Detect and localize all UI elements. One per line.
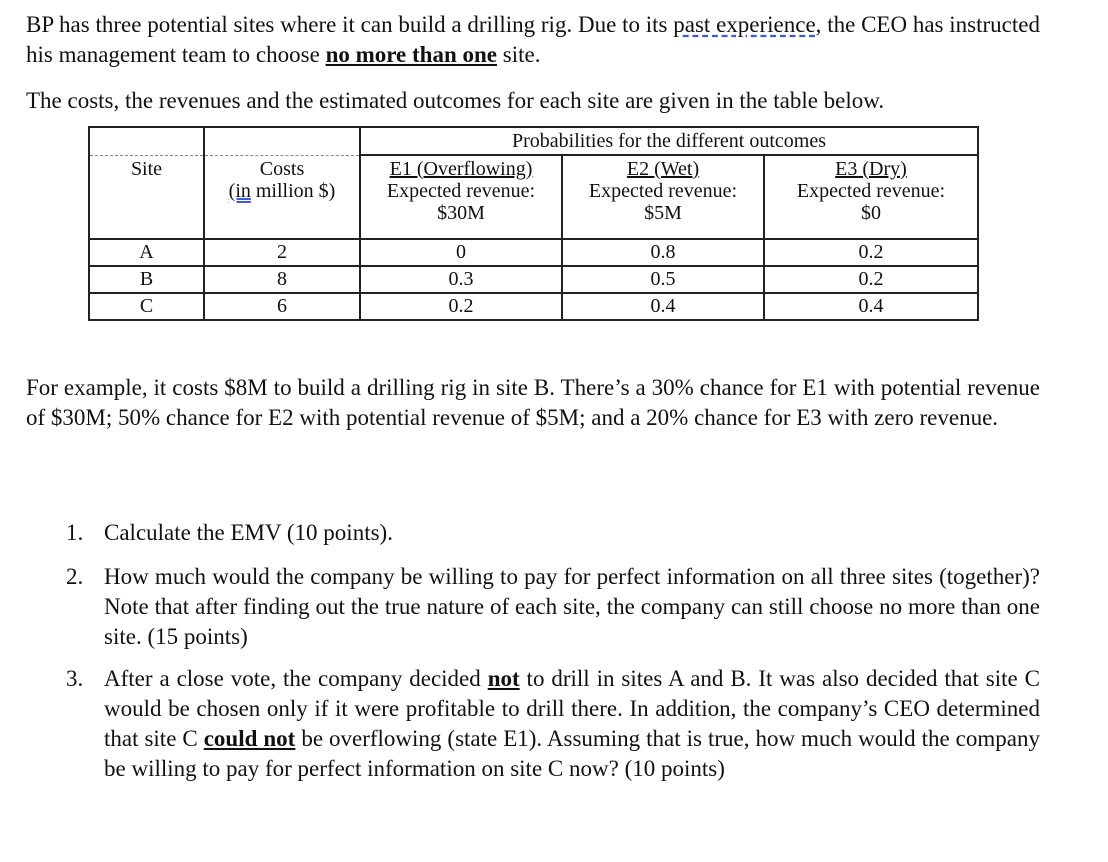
- question-number: 1.: [66, 520, 84, 545]
- table-row: [89, 266, 978, 293]
- costs-header-line1: Costs: [259, 157, 305, 180]
- e2-rev: $5M: [644, 202, 682, 224]
- question-text-a: After a close vote, the company decided: [104, 666, 488, 691]
- intro-paragraph: [26, 10, 1040, 70]
- intro-bold-text: no more than one: [325, 42, 498, 67]
- e1-name: E1 (Overflowing): [389, 158, 533, 180]
- costs-header: [204, 155, 360, 239]
- e1-header: [360, 155, 562, 239]
- costs-header-in: (in: [228, 179, 251, 202]
- question-number: 2.: [66, 564, 84, 589]
- questions-list: [66, 518, 1040, 784]
- lead-paragraph: The costs, the revenues and the estimated outcomes for each site are given in the table below.: [26, 88, 885, 113]
- sites-table: [88, 126, 979, 321]
- cost-cell: 8: [204, 266, 360, 293]
- blank-cell: [204, 127, 360, 155]
- question-bold-could-not: could not: [203, 726, 296, 751]
- question-text-e: be overflowing (state E1). Assuming that is true, how much would the company be willing to pay for perfect information on site C now? (10 points): [104, 726, 1040, 781]
- e3-name: E3 (Dry): [835, 158, 907, 180]
- e1-rev: $30M: [437, 202, 485, 224]
- group-header: Probabilities for the different outcomes: [360, 127, 978, 155]
- e1-rev-label: Expected revenue:: [386, 180, 536, 202]
- intro-text-2: , the CEO has instructed his management team to choose: [26, 12, 1040, 67]
- e2-header: [562, 155, 764, 239]
- cost-cell: 6: [204, 293, 360, 320]
- p1-cell: 0.3: [360, 266, 562, 293]
- p1-cell: 0: [360, 239, 562, 266]
- question-bold-not: not: [487, 666, 520, 691]
- e3-rev-label: Expected revenue:: [796, 180, 946, 202]
- question-text: How much would the company be willing to pay for perfect information on all three sites (together)? Note that after finding out the true nature of each site, the company can still choose no more than one site. (15 points): [104, 564, 1040, 649]
- p3-cell: 0.4: [764, 293, 978, 320]
- e3-rev: $0: [861, 202, 881, 224]
- e3-header: [764, 155, 978, 239]
- table-row: [89, 239, 978, 266]
- cost-cell: 2: [204, 239, 360, 266]
- question-text: Calculate the EMV (10 points).: [104, 520, 393, 545]
- table-row: [89, 293, 978, 320]
- e2-rev-label: Expected revenue:: [588, 180, 738, 202]
- p1-cell: 0.2: [360, 293, 562, 320]
- intro-text-1: BP has three potential sites where it can build a drilling rig. Due to its: [26, 12, 674, 37]
- site-cell: C: [89, 293, 204, 320]
- p2-cell: 0.8: [562, 239, 764, 266]
- intro-dotted-text: past experience: [673, 12, 816, 37]
- intro-text-3: site.: [497, 42, 541, 67]
- question-1: [66, 518, 1040, 548]
- p3-cell: 0.2: [764, 239, 978, 266]
- p2-cell: 0.5: [562, 266, 764, 293]
- question-text-c: to drill in sites A and B. It was also decided that site C would be chosen only if it were profitable to drill there. In addition, the company’s CEO determined that site C: [104, 666, 1040, 751]
- site-header: Site: [89, 155, 204, 239]
- question-2: [66, 562, 1040, 652]
- e2-name: E2 (Wet): [626, 158, 700, 180]
- blank-cell: [89, 127, 204, 155]
- example-paragraph: For example, it costs $8M to build a drilling rig in site B. There’s a 30% chance for E1 with potential revenue of $30M; 50% chance for E2 with potential revenue of $5M; and a 20% chance for E3 with zero revenue.: [26, 375, 1040, 430]
- question-number: 3.: [66, 666, 84, 691]
- site-cell: B: [89, 266, 204, 293]
- question-3: [66, 664, 1040, 784]
- p3-cell: 0.2: [764, 266, 978, 293]
- costs-header-rest: million $): [250, 179, 336, 202]
- site-cell: A: [89, 239, 204, 266]
- p2-cell: 0.4: [562, 293, 764, 320]
